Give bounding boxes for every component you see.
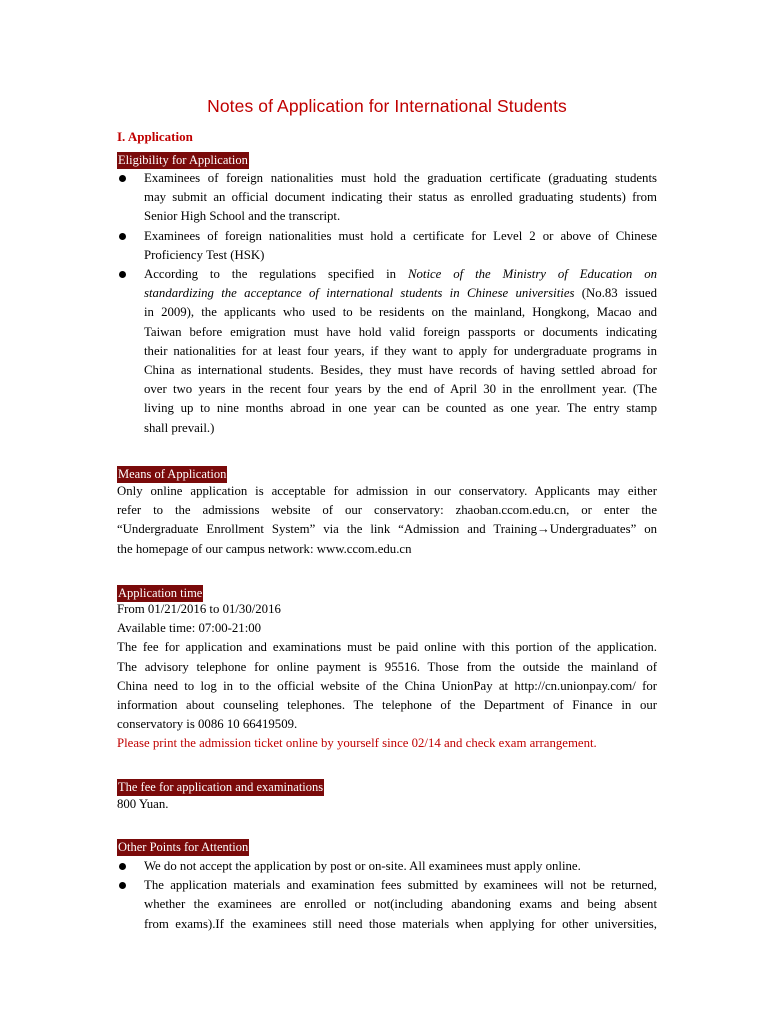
bullet-icon [119,175,126,182]
text-line: information about counseling telephones. The telephone of the Department of Finance in our [117,698,657,713]
text-line: The application materials and examination fees submitted by examinees will not be returned, [144,878,657,893]
label-eligibility: Eligibility for Application [118,153,248,167]
means-paragraph [117,482,657,559]
eligibility-list [117,169,657,438]
text-line [144,265,657,284]
text-line: may submit an official document indicating their status as enrolled graduating students) from [144,190,657,205]
text-line: The advisory telephone for online payment is 95516. Those from the outside the mainland of [117,659,657,674]
text-line: refer to the admissions website of our conservatory: zhaoban.ccom.edu.cn, or enter the [117,503,657,518]
text-line: The fee for application and examinations must be paid online with this portion of the application. [117,640,657,655]
list-item [117,227,657,265]
text-line: Senior High School and the transcript. [144,209,341,224]
text-line: From 01/21/2016 to 01/30/2016 [117,602,281,616]
text-line: Only online application is acceptable for admission in our conservatory. Applicants may either [117,484,657,498]
text-line: from exams).If the examinees still need those materials when applying for other universities, [144,916,657,931]
text-line: Examinees of foreign nationalities must hold the graduation certificate (graduating students [144,171,657,185]
text-line: conservatory is 0086 10 66419509. [117,717,298,732]
bullet-icon [119,863,126,870]
text-line: China need to log in to the official website of the China UnionPay at http://cn.unionpay.com/ for [117,678,657,693]
text-line: Proficiency Test (HSK) [144,247,265,262]
label-application-time: Application time [118,586,203,600]
notice-title-italic: standardizing the acceptance of international students in Chinese universities [144,286,575,301]
section-heading-application: I. Application [117,129,193,144]
text-line: Taiwan before emigration must have hold valid foreign passports or documents indicating [144,324,657,339]
label-means-of-application: Means of Application [118,467,227,481]
text-line: “Undergraduate Enrollment System” via the link “Admission and Training→Undergraduates” on [117,522,657,537]
bullet-icon [119,882,126,889]
list-item [117,169,657,227]
text-line: whether the examinees are enrolled or not(including abandoning exams and being absent [144,897,657,912]
text-line [144,284,657,303]
fee-value: 800 Yuan. [117,797,169,811]
text-line: Available time: 07:00-21:00 [117,621,262,636]
text-line: Examinees of foreign nationalities must hold a certificate for Level 2 or above of Chinese [144,228,657,243]
list-item [117,265,657,438]
notice-title-italic: Notice of the Ministry of Education on [407,267,657,282]
label-fee: The fee for application and examinations [118,780,324,794]
text-line: We do not accept the application by post or on-site. All examinees must apply online. [144,859,581,873]
list-item [117,857,657,876]
other-points-list [117,857,657,934]
text-fragment: (No.83 issued [574,286,657,301]
bullet-icon [119,271,126,278]
text-line: the homepage of our campus network: www.ccom.edu.cn [117,541,412,556]
text-fragment: According to the regulations specified in [144,267,408,282]
admission-ticket-notice: Please print the admission ticket online by yourself since 02/14 and check exam arrangement. [117,736,597,751]
page-title: Notes of Application for International Students [207,96,567,116]
time-paragraph [117,600,657,754]
text-line: in 2009), the applicants who used to be residents on the mainland, Hongkong, Macao and [144,305,657,320]
text-line: over two years in the recent four years by the end of April 30 in the enrollment year. (The [144,382,657,397]
list-item [117,876,657,934]
text-line: living up to nine months abroad in one year can be counted as one year. The entry stamp [144,401,657,416]
text-line: China as international students. Besides, they must have records of having settled abroad for [144,363,657,378]
bullet-icon [119,233,126,240]
text-line: their nationalities for at least four years, if they want to apply for undergraduate programs in [144,343,657,358]
text-line: shall prevail.) [144,420,215,435]
label-other-points: Other Points for Attention [118,840,249,854]
